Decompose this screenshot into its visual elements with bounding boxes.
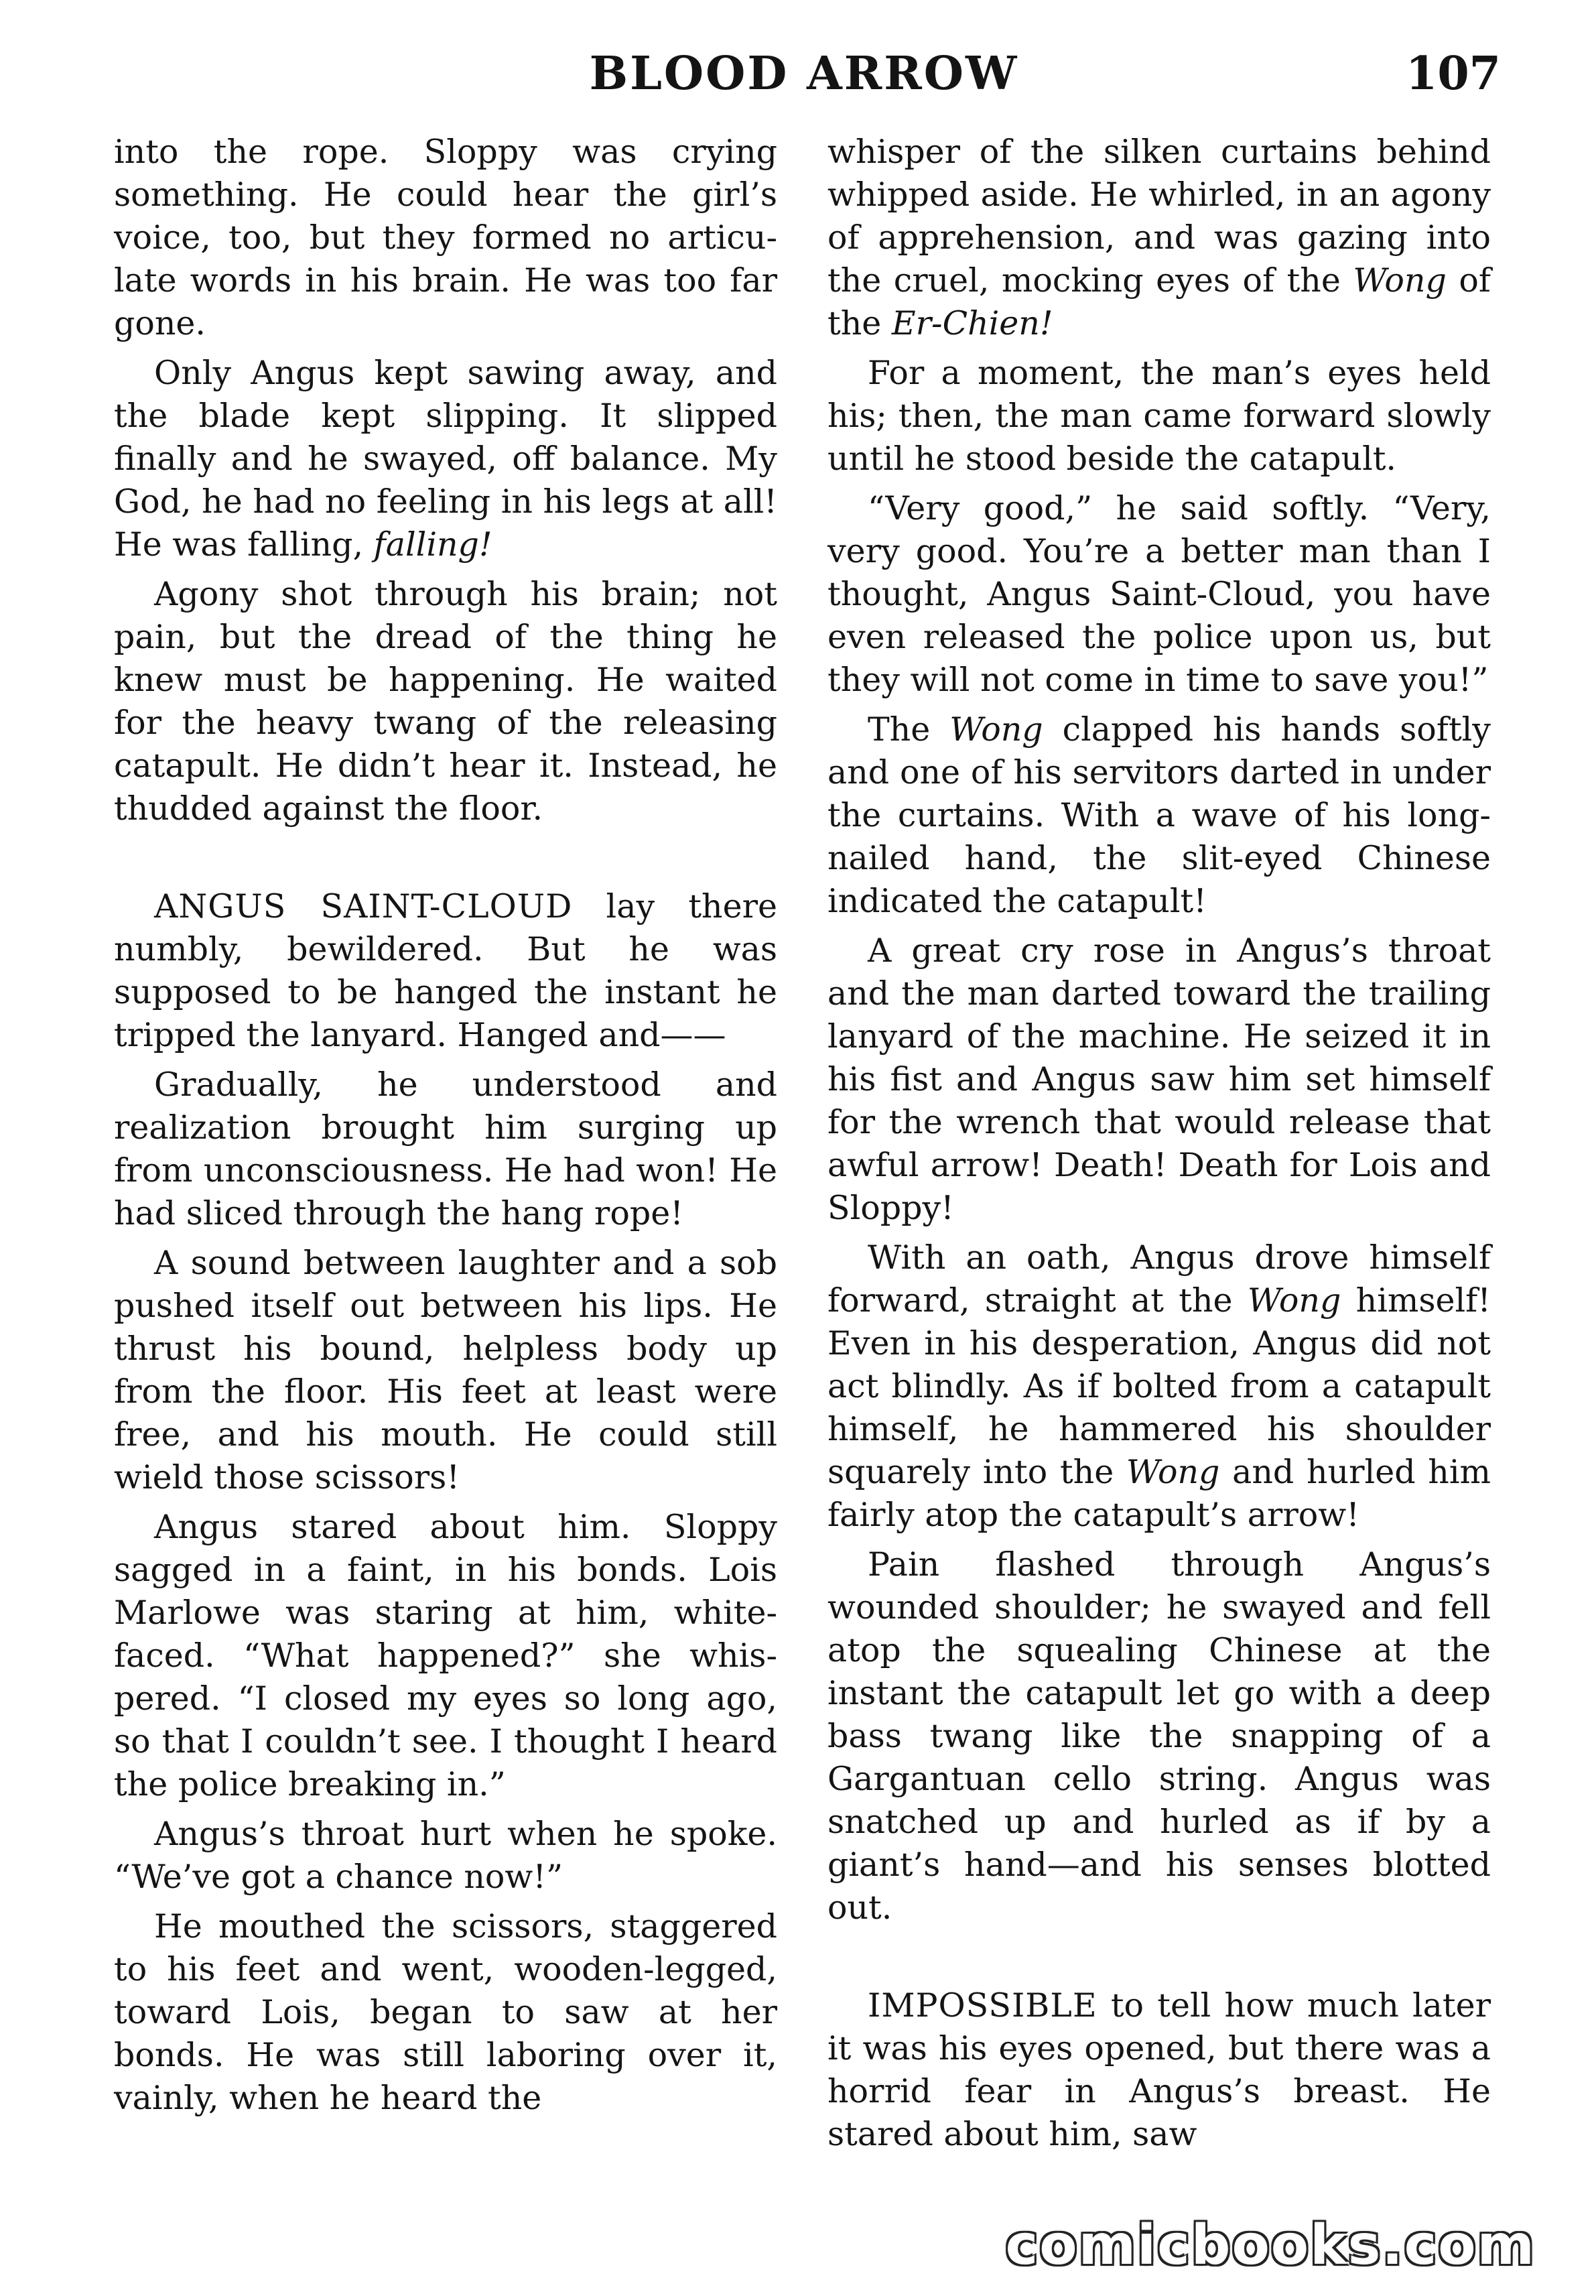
section-lead-words: ANGUS SAINT-CLOUD <box>154 887 573 926</box>
paragraph: whisper of the silken curtains behind whipped aside. He whirled, in an agony of apprehension, and was gazing into the cruel, mocking eyes of the Wong of the Er-Chien! <box>827 133 1491 342</box>
paragraph: Gradually, he understood and realization brought him surging up from unconsciousness. He had won! He had sliced through the hang rope! <box>114 1066 777 1232</box>
paragraph: Angus stared about him. Sloppy sagged in a faint, in his bonds. Lois Marlowe was staring at him, white-faced. “What happened?” she whispered. “I closed my eyes so long ago, so that I couldn’t see. I thought I heard the police breaking in.” <box>114 1508 777 1803</box>
paragraph: “Very good,” he said softly. “Very, very good. You’re a better man than I thought, Angus Saint-Cloud, you have even released the police upon us, but they will not come in time to save you!” <box>827 489 1491 699</box>
paragraph: Only Angus kept sawing away, and the blade kept slipping. It slipped finally and he swayed, off balance. My God, he had no feeling in his legs at all! He was falling, falling! <box>114 354 777 564</box>
paragraph: into the rope. Sloppy was crying something. He could hear the girl’s voice, too, but they formed no articulate words in his brain. He was too far gone. <box>114 133 777 342</box>
paragraph: A great cry rose in Angus’s throat and the man darted toward the trailing lanyard of the machine. He seized it in his fist and Angus saw him set himself for the wrench that would release that awful arrow! Death! Death for Lois and Sloppy! <box>827 932 1491 1227</box>
paragraph: Agony shot through his brain; not pain, but the dread of the thing he knew must be happening. He waited for the heavy twang of the releasing catapult. He didn’t hear it. Instead, he thudded against the floor. <box>114 575 777 828</box>
paragraph: The Wong clapped his hands softly and one of his servitors darted in under the curtains. With a wave of his long-nailed hand, the slit-eyed Chinese indicated the catapult! <box>827 710 1491 920</box>
page-number: 107 <box>1406 47 1501 101</box>
running-title: BLOOD ARROW <box>589 47 1019 101</box>
left-column <box>114 131 777 2126</box>
running-head <box>107 47 1501 114</box>
section-lead-words: IMPOSSIBLE <box>868 1986 1098 2025</box>
right-column <box>827 131 1491 2163</box>
magazine-page <box>107 40 1501 2265</box>
paragraph: A sound between laughter and a sob pushed itself out between his lips. He thrust his bound, helpless body up from the floor. His feet at least were free, and his mouth. He could still wield those scissors! <box>114 1244 777 1496</box>
paragraph: For a moment, the man’s eyes held his; then, the man came forward slowly until he stood beside the catapult. <box>827 354 1491 478</box>
watermark-logo: comicbooks.com <box>1005 2214 1536 2277</box>
paragraph: With an oath, Angus drove himself forward, straight at the Wong himself! Even in his desperation, Angus did not act blindly. As if bolted from a catapult himself, he hammered his shoulder squarely into the Wong and hurled him fairly atop the catapult’s arrow! <box>827 1238 1491 1534</box>
section-start-paragraph: IMPOSSIBLE to tell how much later it was his eyes opened, but there was a horrid fear in Angus’s breast. He stared about him, saw <box>827 1986 1491 2153</box>
paragraph: He mouthed the scissors, staggered to his feet and went, wooden-legged, toward Lois, began to saw at her bonds. He was still laboring over it, vainly, when he heard the <box>114 1907 777 2117</box>
section-start-paragraph: ANGUS SAINT-CLOUD lay there numbly, bewildered. But he was supposed to be hanged the instant he tripped the lanyard. Hanged and—— <box>114 887 777 1054</box>
paragraph: Angus’s throat hurt when he spoke. “We’ve got a chance now!” <box>114 1815 777 1896</box>
paragraph: Pain flashed through Angus’s wounded shoulder; he swayed and fell atop the squealing Chinese at the instant the catapult let go with a deep bass twang like the snapping of a Gargantuan cello string. Angus was snatched up and hurled as if by a giant’s hand—and his senses blotted out. <box>827 1545 1491 1927</box>
